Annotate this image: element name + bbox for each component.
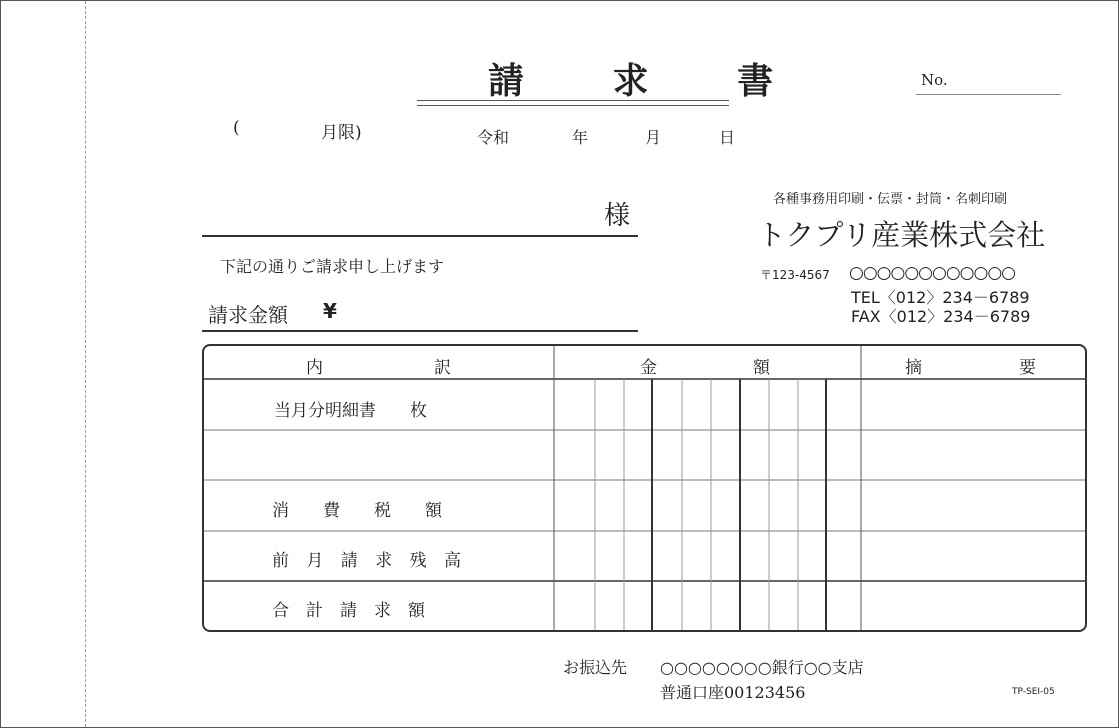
addressee-field[interactable] [202, 235, 638, 237]
title-underline [417, 100, 729, 106]
request-message: 下記の通りご請求申し上げます [220, 257, 445, 276]
company-tel: TEL〈012〉234－6789 [851, 288, 1030, 307]
bank-name: ○○○○○○○○銀行○○支店 [660, 658, 864, 677]
row-label-previous-balance: 前 月 請 求 残 高 [272, 551, 468, 571]
invoice-table [202, 344, 1087, 632]
number-field[interactable] [916, 94, 1061, 95]
header-remarks-2: 要 [1019, 358, 1036, 378]
table-grid [204, 346, 1085, 630]
date-day: 日 [719, 128, 736, 147]
company-tagline: 各種事務用印刷・伝票・封筒・名刺印刷 [773, 192, 1008, 207]
deadline-paren: ( [233, 118, 240, 138]
addressee-honorific: 様 [604, 201, 631, 231]
company-fax: FAX〈012〉234－6789 [851, 307, 1031, 326]
date-month: 月 [645, 128, 662, 147]
header-remarks-1: 摘 [905, 358, 922, 378]
yen-symbol: ¥ [323, 299, 337, 323]
header-amount-2: 額 [753, 358, 770, 378]
amount-label: 請求金額 [208, 303, 288, 327]
bank-account: 普通口座00123456 [660, 683, 806, 702]
header-item-2: 訳 [434, 358, 451, 378]
number-label: No. [921, 71, 948, 89]
form-code: TP-SEI-05 [1012, 687, 1055, 697]
date-year: 年 [572, 128, 589, 147]
row-label-statement: 当月分明細書 枚 [274, 401, 427, 421]
postal-code: 〒123-4567 [760, 268, 830, 282]
header-item-1: 内 [306, 358, 323, 378]
date-era: 令和 [477, 128, 510, 147]
deadline-label: 月限) [321, 123, 362, 143]
company-name: トクプリ産業株式会社 [757, 218, 1046, 252]
perforation-line [85, 1, 86, 727]
bank-label: お振込先 [563, 658, 628, 677]
form-title: 請 求 書 [488, 60, 812, 102]
amount-field[interactable] [202, 330, 638, 332]
row-label-total: 合 計 請 求 額 [272, 601, 425, 621]
row-label-tax: 消 費 税 額 [272, 501, 442, 521]
company-address: ○○○○○○○○○○○○ [849, 263, 1016, 283]
header-amount-1: 金 [640, 358, 657, 378]
